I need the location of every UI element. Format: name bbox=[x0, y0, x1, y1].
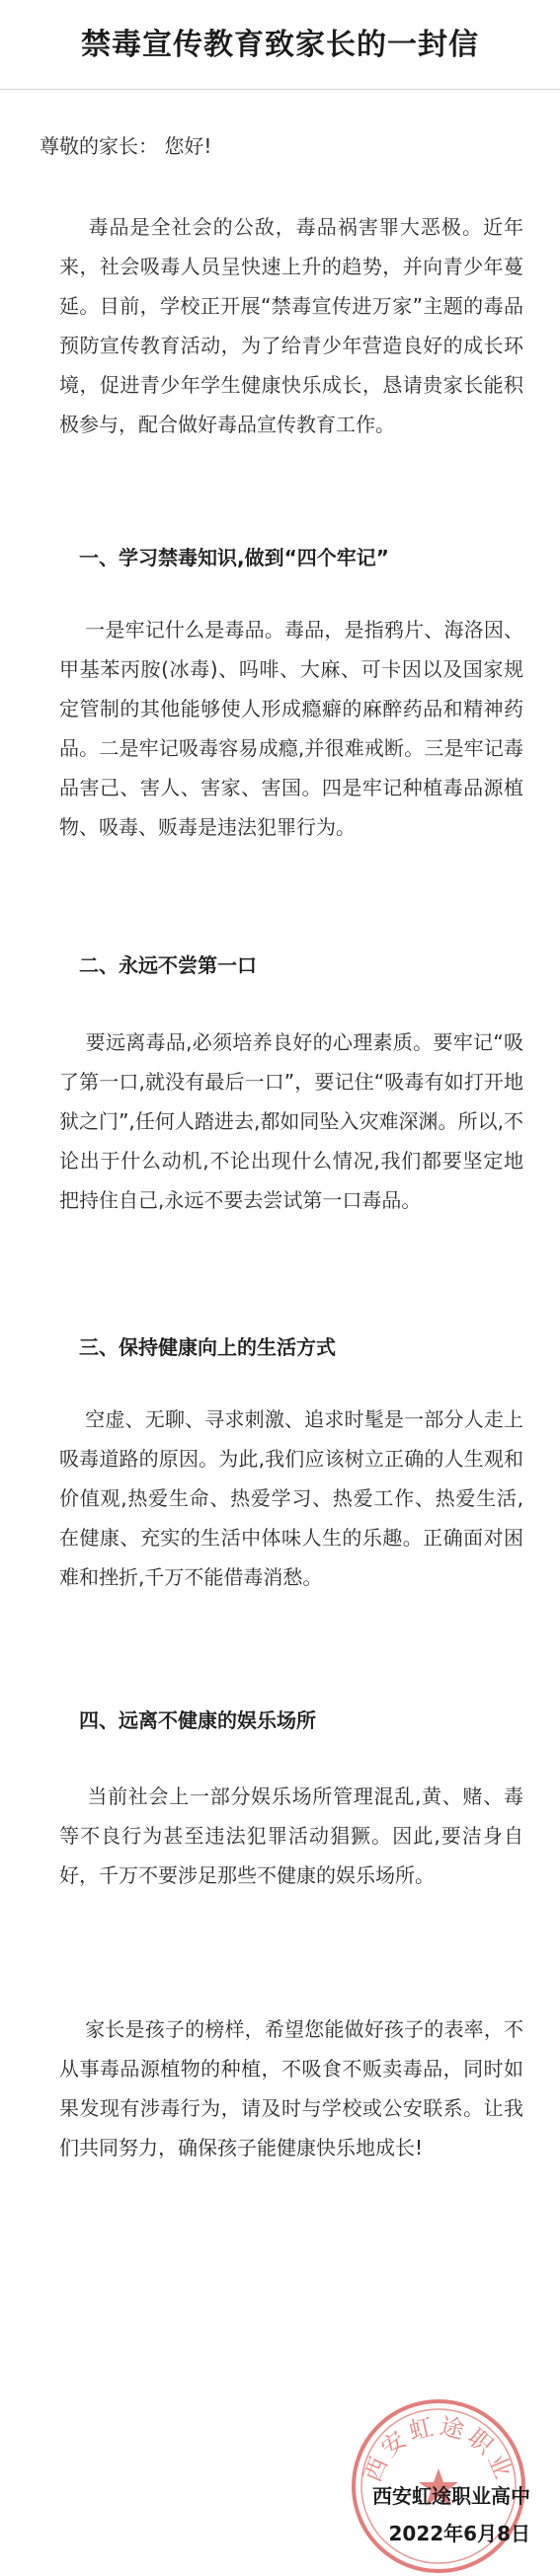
closing-paragraph: 家长是孩子的榜样，希望您能做好孩子的表率，不从事毒品源植物的种植，不吸食不贩卖毒品，同时如果发现有涉毒行为，请及时与学校或公安联系。让我们共同努力，确保孩子能健康快乐地成长! bbox=[59, 2017, 524, 2159]
section-body-2: 要远离毒品,必须培养良好的心理素质。要牢记“吸了第一口,就没有最后一口”，要记住“吸毒有如打开地狱之门”,任何人踏进去,都如同坠入灾难深渊。所以,不论出于什么动机,不论出现什么情况,我们都要坚定地把持住自己,永远不要去尝试第一口毒品。 bbox=[59, 1030, 523, 1212]
section-heading-3: 三、保持健康向上的生活方式 bbox=[79, 1335, 336, 1359]
section-body-1: 一是牢记什么是毒品。毒品，是指鸦片、海洛因、甲基苯丙胺(冰毒)、吗啡、大麻、可卡因以及国家规定管制的其他能够使人形成瘾癖的麻醉药品和精神药品。二是牢记吸毒容易成瘾,并很难戒断。三是牢记毒品害己、害人、害家、害国。四是牢记种植毒品源植物、吸毒、贩毒是违法犯罪行为。 bbox=[59, 618, 524, 839]
section-body-3: 空虚、无聊、寻求刺激、追求时髦是一部分人走上吸毒道路的原因。为此,我们应该树立正确的人生观和价值观,热爱生命、热爱学习、热爱工作、热爱生活,在健康、充实的生活中体味人生的乐趣。正确面对困难和挫折,千万不能借毒消愁。 bbox=[59, 1407, 524, 1589]
greeting: 尊敬的家长： 您好! bbox=[40, 134, 212, 158]
section-heading-1: 一、学习禁毒知识,做到“四个牢记” bbox=[79, 546, 389, 569]
signature-block bbox=[372, 2477, 530, 2552]
svg-text:西安虹途职业: 西安虹途职业 bbox=[359, 2411, 519, 2486]
title-divider bbox=[0, 89, 560, 90]
intro-paragraph: 毒品是全社会的公敌，毒品祸害罪大恶极。近年来，社会吸毒人员呈快速上升的趋势，并向青少年蔓延。目前，学校正开展“禁毒宣传进万家”主题的毒品预防宣传教育活动，为了给青少年营造良好的成长环境，促进青少年学生健康快乐成长，恳请贵家长能积极参与，配合做好毒品宣传教育工作。 bbox=[59, 215, 523, 436]
signature-date: 2022年6月8日 bbox=[388, 2522, 530, 2545]
school-name: 西安虹途职业高中 bbox=[372, 2484, 530, 2508]
section-body-4: 当前社会上一部分娱乐场所管理混乱,黄、赌、毒等不良行为甚至违法犯罪活动猖獗。因此,要洁身自好，千万不要涉足那些不健康的娱乐场所。 bbox=[59, 1784, 523, 1887]
page-title: 禁毒宣传教育致家长的一封信 bbox=[81, 28, 479, 62]
section-heading-4: 四、远离不健康的娱乐场所 bbox=[79, 1708, 316, 1732]
section-heading-2: 二、永远不尝第一口 bbox=[79, 953, 257, 977]
